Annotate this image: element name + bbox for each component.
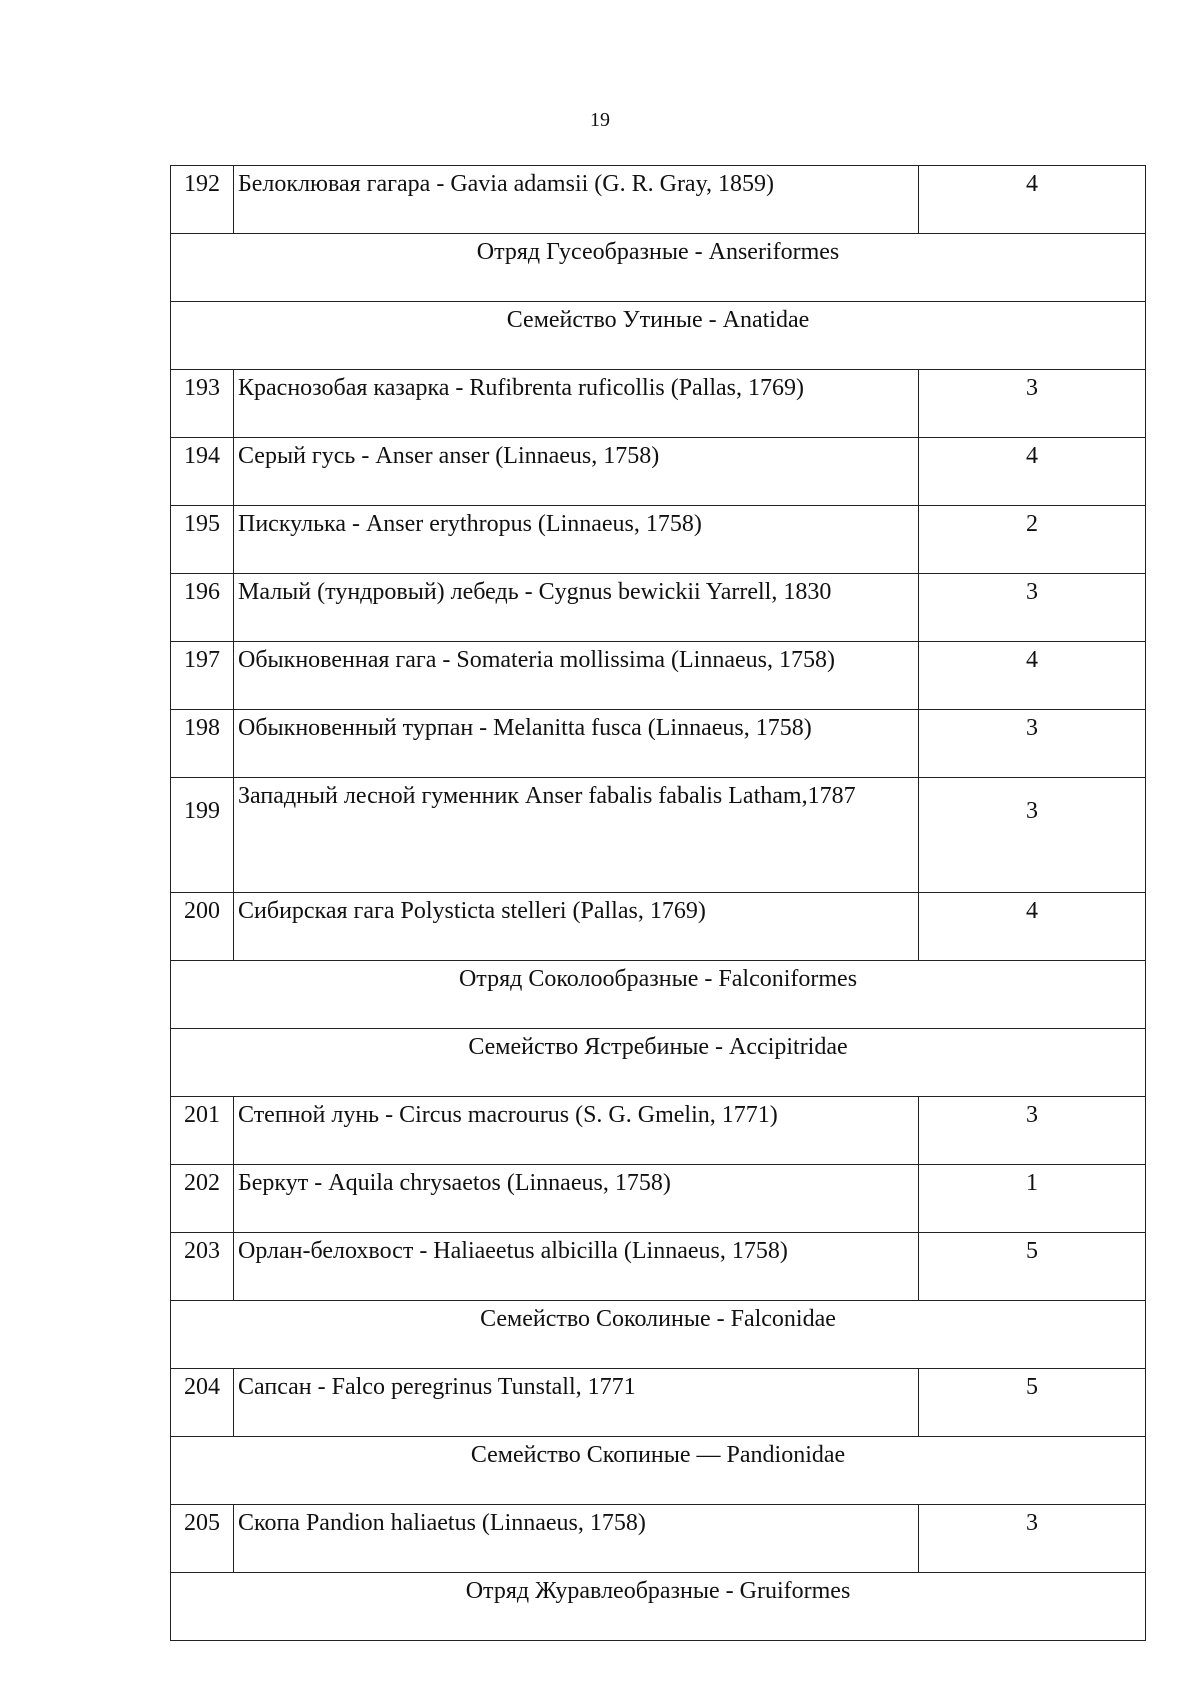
species-table	[170, 165, 1146, 1641]
row-number: 203	[171, 1233, 234, 1301]
table-row	[171, 642, 1146, 710]
row-number: 197	[171, 642, 234, 710]
table-row	[171, 1233, 1146, 1301]
species-name: Сапсан - Falco peregrinus Tunstall, 1771	[234, 1369, 919, 1437]
group-heading: Отряд Соколообразные - Falconiformes	[171, 961, 1146, 1029]
row-number: 192	[171, 166, 234, 234]
group-heading: Отряд Журавлеобразные - Gruiformes	[171, 1573, 1146, 1641]
species-name: Скопа Pandion haliaetus (Linnaeus, 1758)	[234, 1505, 919, 1573]
species-name: Пискулька - Anser erythropus (Linnaeus, 1758)	[234, 506, 919, 574]
category-value: 3	[919, 370, 1146, 438]
group-heading: Семейство Соколиные - Falconidae	[171, 1301, 1146, 1369]
group-row	[171, 302, 1146, 370]
category-value: 3	[919, 1097, 1146, 1165]
table-row	[171, 1505, 1146, 1573]
table-row	[171, 506, 1146, 574]
row-number: 196	[171, 574, 234, 642]
table-row	[171, 1097, 1146, 1165]
row-number: 194	[171, 438, 234, 506]
category-value: 4	[919, 642, 1146, 710]
group-row	[171, 234, 1146, 302]
species-name: Сибирская гага Polysticta stelleri (Pallas, 1769)	[234, 893, 919, 961]
row-number: 195	[171, 506, 234, 574]
species-name: Краснозобая казарка - Rufibrenta ruficollis (Pallas, 1769)	[234, 370, 919, 438]
group-row	[171, 1029, 1146, 1097]
table-row	[171, 1165, 1146, 1233]
category-value: 4	[919, 438, 1146, 506]
table-row	[171, 574, 1146, 642]
species-name: Беркут - Aquila chrysaetos (Linnaeus, 1758)	[234, 1165, 919, 1233]
category-value: 5	[919, 1369, 1146, 1437]
category-value: 3	[919, 778, 1146, 893]
group-row	[171, 1437, 1146, 1505]
category-value: 2	[919, 506, 1146, 574]
table-row	[171, 893, 1146, 961]
table-row	[171, 370, 1146, 438]
category-value: 3	[919, 710, 1146, 778]
species-name: Обыкновенная гага - Somateria mollissima (Linnaeus, 1758)	[234, 642, 919, 710]
group-heading: Семейство Утиные - Anatidae	[171, 302, 1146, 370]
row-number: 202	[171, 1165, 234, 1233]
species-name: Белоклювая гагара - Gavia adamsii (G. R. Gray, 1859)	[234, 166, 919, 234]
species-name: Орлан-белохвост - Haliaeetus albicilla (Linnaeus, 1758)	[234, 1233, 919, 1301]
species-table-body	[171, 166, 1146, 1641]
table-row	[171, 166, 1146, 234]
group-row	[171, 1573, 1146, 1641]
category-value: 1	[919, 1165, 1146, 1233]
category-value: 3	[919, 574, 1146, 642]
category-value: 4	[919, 166, 1146, 234]
table-row	[171, 710, 1146, 778]
species-name: Обыкновенный турпан - Melanitta fusca (Linnaeus, 1758)	[234, 710, 919, 778]
category-value: 3	[919, 1505, 1146, 1573]
page-number: 19	[590, 109, 610, 131]
group-row	[171, 1301, 1146, 1369]
species-name: Малый (тундровый) лебедь - Cygnus bewickii Yarrell, 1830	[234, 574, 919, 642]
group-row	[171, 961, 1146, 1029]
row-number: 198	[171, 710, 234, 778]
species-name: Степной лунь - Circus macrourus (S. G. Gmelin, 1771)	[234, 1097, 919, 1165]
group-heading: Семейство Ястребиные - Accipitridae	[171, 1029, 1146, 1097]
table-row	[171, 438, 1146, 506]
row-number: 201	[171, 1097, 234, 1165]
row-number: 193	[171, 370, 234, 438]
group-heading: Отряд Гусеобразные - Anseriformes	[171, 234, 1146, 302]
row-number: 200	[171, 893, 234, 961]
species-name: Западный лесной гуменник Anser fabalis fabalis Latham,1787	[234, 778, 919, 893]
row-number: 205	[171, 1505, 234, 1573]
row-number: 204	[171, 1369, 234, 1437]
table-row	[171, 778, 1146, 893]
species-name: Серый гусь - Anser anser (Linnaeus, 1758)	[234, 438, 919, 506]
group-heading: Семейство Скопиные — Pandionidae	[171, 1437, 1146, 1505]
table-row	[171, 1369, 1146, 1437]
category-value: 4	[919, 893, 1146, 961]
category-value: 5	[919, 1233, 1146, 1301]
row-number: 199	[171, 778, 234, 893]
